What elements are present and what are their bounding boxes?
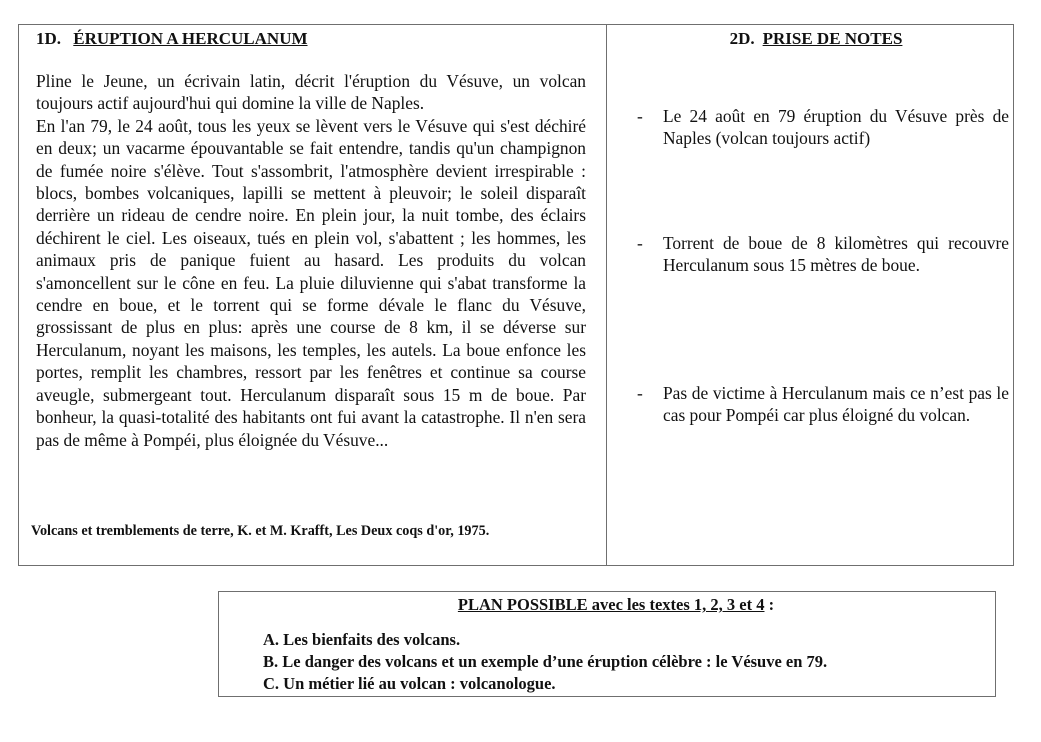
passage bbox=[36, 70, 586, 451]
text-column bbox=[19, 25, 607, 565]
notes-number: 2D. bbox=[729, 29, 755, 48]
text-heading bbox=[36, 28, 586, 50]
plan-item: B. Le danger des volcans et un exemple d’une éruption célèbre : le Vésuve en 79. bbox=[263, 652, 828, 671]
plan-title: PLAN POSSIBLE avec les textes 1, 2, 3 et 4 bbox=[457, 595, 765, 614]
plan-heading bbox=[219, 595, 995, 615]
note-text: Le 24 août en 79 éruption du Vésuve près de Naples (volcan toujours actif) bbox=[663, 106, 1009, 149]
plan-item: A. Les bienfaits des volcans. bbox=[263, 630, 461, 649]
plan-title-suffix: : bbox=[764, 595, 775, 614]
plan-list bbox=[263, 629, 827, 695]
notes-heading bbox=[623, 28, 1009, 50]
note-item bbox=[623, 382, 1009, 427]
text-number: 1D. bbox=[36, 29, 62, 48]
source-citation: Volcans et tremblements de terre, K. et M. Krafft, Les Deux coqs d'or, 1975. bbox=[31, 523, 490, 539]
passage-paragraph: En l'an 79, le 24 août, tous les yeux se lèvent vers le Vésuve qui s'est déchiré en deux; un vacarme épouvantable se fait entendre, tandis qu'un champignon de fumée noire s'élève. Tout s'assombrit, l'atmosphère devient irrespirable : blocs, bombes volcaniques, lapilli se mettent à pleuvoir; le soleil disparaît derrière un rideau de cendre noire. En plein jour, la nuit tombe, des éclairs déchirent le ciel. Les oiseaux, tués en plein vol, s'abattent ; les hommes, les animaux pris de panique fuient au hasard. Les produits du volcan s'amoncellent sur le cône en feu. La pluie diluvienne qui s'abat transforme la cendre en boue, et le torrent qui se forme dévale le flanc du Vésuve, grossissant de plus en plus: après une course de 8 km, il se déverse sur Herculanum, noyant les maisons, les temples, les autels. La boue enfonce les portes, remplit les chambres, ressort par les fenêtres et continue sa course aveugle, submergeant tout. Herculanum disparaît sous 15 m de boue. Par bonheur, la quasi-totalité des habitants ont fui avant la catastrophe. Il n'en sera pas de même à Pompéi, plus éloignée du Vésuve... bbox=[36, 115, 586, 450]
note-bullet: - bbox=[637, 233, 643, 253]
note-item bbox=[623, 232, 1018, 277]
note-bullet: - bbox=[637, 106, 643, 126]
exercise-table bbox=[18, 24, 1018, 566]
plan-box bbox=[218, 591, 996, 697]
notes-column bbox=[607, 25, 1018, 565]
note-text: Pas de victime à Herculanum mais ce n’est pas le cas pour Pompéi car plus éloigné du volcan. bbox=[663, 383, 1009, 426]
notes-title: PRISE DE NOTES bbox=[762, 29, 903, 48]
note-bullet: - bbox=[637, 383, 643, 403]
text-title: ÉRUPTION A HERCULANUM bbox=[73, 29, 308, 48]
note-text: Torrent de boue de 8 kilomètres qui recouvre Herculanum sous 15 mètres de boue. bbox=[663, 233, 1018, 276]
passage-paragraph: Pline le Jeune, un écrivain latin, décrit l'éruption du Vésuve, un volcan toujours actif aujourd'hui qui domine la ville de Naples. bbox=[36, 71, 586, 114]
plan-item: C. Un métier lié au volcan : volcanologue. bbox=[263, 674, 556, 693]
note-item bbox=[623, 105, 1009, 150]
